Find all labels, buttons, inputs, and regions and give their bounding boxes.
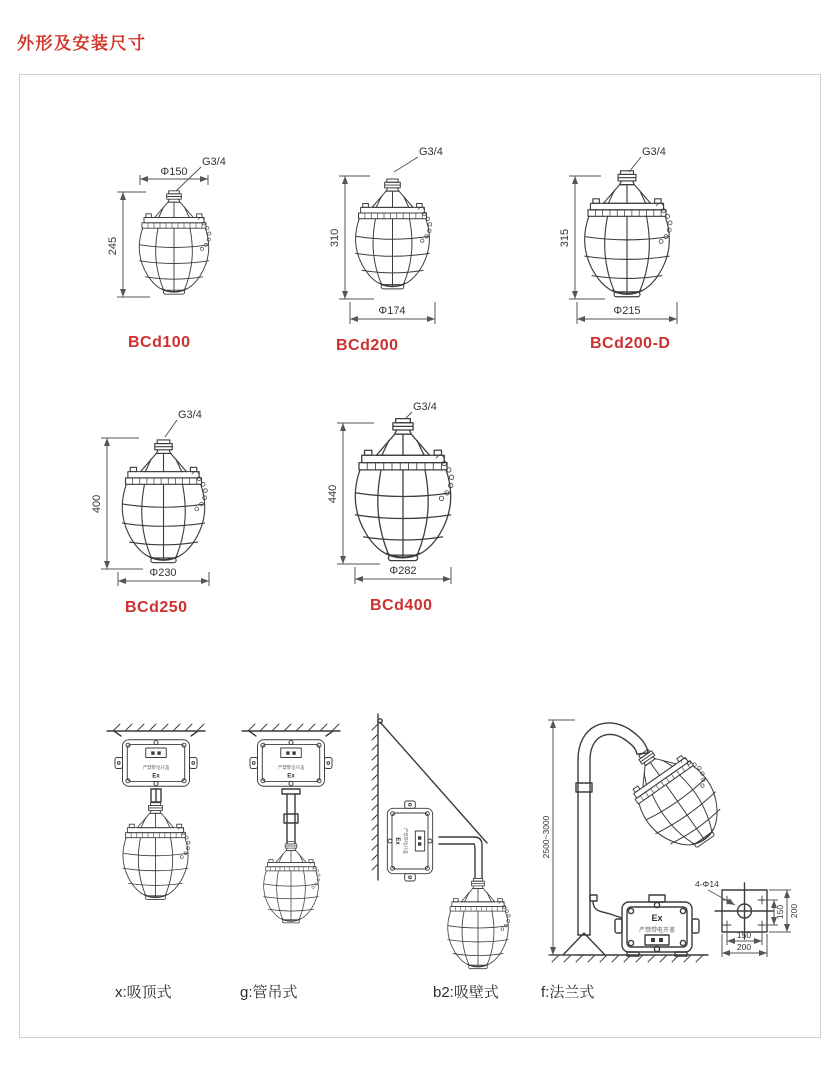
dim-hole-spacing-v: 150 (775, 904, 785, 920)
lamp-art (123, 803, 190, 900)
lamp-art (585, 171, 672, 297)
dim-height: 315 (559, 228, 571, 248)
drawing-bcd200 (330, 140, 530, 340)
lamp-art (122, 440, 207, 563)
junction-box-art (387, 801, 432, 881)
drawing-mount-wall (370, 708, 525, 978)
drawing-mount-flange (541, 705, 815, 1000)
mount-label-wall: b2:吸壁式 (433, 984, 499, 1001)
dim-diameter: Φ282 (389, 565, 417, 577)
model-label-bcd100: BCd100 (128, 334, 191, 351)
dim-diameter: Φ174 (378, 305, 406, 317)
lamp-art (614, 730, 738, 862)
drawing-bcd250 (91, 405, 305, 605)
dim-bolt-holes: 4-Φ14 (695, 879, 719, 889)
dim-height: 310 (329, 228, 341, 248)
junction-box-art (115, 740, 197, 786)
model-label-bcd250: BCd250 (125, 599, 188, 616)
dim-height: 245 (107, 236, 119, 256)
drawing-bcd200d (555, 140, 770, 340)
drawing-mount-pipe (240, 715, 355, 935)
lamp-art (448, 879, 510, 969)
page-title: 外形及安装尺寸 (17, 34, 147, 53)
junction-box-art (615, 895, 699, 956)
dim-pole-height: 2500~3000 (541, 815, 551, 859)
dim-plate-size-v: 200 (789, 903, 799, 919)
lamp-art (139, 191, 211, 294)
junction-box-warning: 严禁带电开盖 (638, 928, 676, 934)
lamp-art (355, 419, 453, 561)
drawing-mount-ceiling (105, 715, 220, 915)
lamp-art (356, 179, 432, 289)
dim-height: 400 (91, 494, 103, 514)
mount-label-pipe: g:管吊式 (240, 984, 298, 1001)
dim-diameter: Φ230 (149, 567, 177, 579)
dim-thread: G3/4 (413, 401, 437, 413)
junction-box-art (250, 740, 332, 786)
mount-label-ceiling: x:吸顶式 (115, 984, 172, 1001)
dim-diameter: Φ215 (613, 305, 641, 317)
junction-box-ex-mark: Ex (651, 913, 663, 923)
lamp-art (264, 842, 320, 923)
drawing-bcd100 (100, 145, 295, 320)
dim-thread: G3/4 (419, 146, 443, 158)
dim-diameter: Φ150 (160, 166, 188, 178)
mount-label-flange: f:法兰式 (541, 984, 595, 1001)
dim-thread: G3/4 (642, 146, 666, 158)
dim-thread: G3/4 (178, 409, 202, 421)
dim-plate-size-h: 200 (736, 942, 752, 952)
dim-height: 440 (327, 484, 339, 504)
model-label-bcd200: BCd200 (336, 337, 399, 354)
dim-thread: G3/4 (202, 156, 226, 168)
drawing-bcd400 (327, 398, 560, 613)
model-label-bcd400: BCd400 (370, 597, 433, 614)
model-label-bcd200d: BCd200-D (590, 335, 671, 352)
dim-hole-spacing-h: 150 (736, 930, 752, 940)
